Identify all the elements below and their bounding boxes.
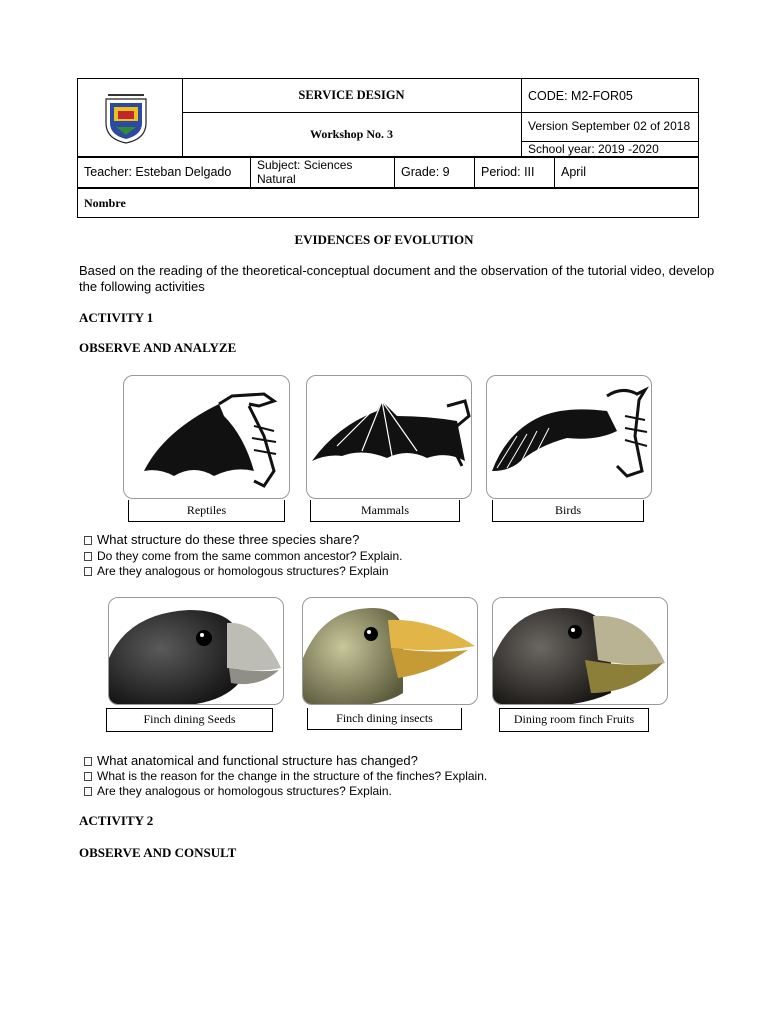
question: Are they analogous or homologous structures? Explain — [84, 564, 389, 578]
wing-caption-birds: Birds — [492, 500, 644, 522]
mammal-wing-image — [306, 375, 472, 499]
reptile-wing-image — [123, 375, 290, 499]
question: What is the reason for the change in the structure of the finches? Explain. — [84, 769, 487, 783]
bird-wing-image — [486, 375, 652, 499]
activity2-subheading: OBSERVE AND CONSULT — [79, 845, 237, 860]
divider — [521, 79, 522, 157]
finch-caption-fruits: Dining room finch Fruits — [499, 708, 649, 732]
wing-caption-reptiles: Reptiles — [128, 500, 285, 522]
checkbox-icon — [84, 787, 92, 796]
checkbox-icon — [84, 567, 92, 576]
seed-finch-image — [108, 597, 284, 705]
checkbox-icon — [84, 536, 92, 545]
activity1-subheading: OBSERVE AND ANALYZE — [79, 340, 237, 355]
activity2-heading: ACTIVITY 2 — [79, 813, 154, 828]
checkbox-icon — [84, 772, 92, 781]
teacher-label: Teacher: Esteban Delgado — [84, 165, 232, 179]
grade-label: Grade: 9 — [401, 165, 450, 179]
finch-caption-insects: Finch dining insects — [307, 708, 462, 730]
page-title: EVIDENCES OF EVOLUTION — [294, 232, 474, 247]
name-field-label: Nombre — [84, 195, 126, 210]
subject-label: Subject: Sciences Natural — [257, 158, 353, 186]
question: Do they come from the same common ancestor? Explain. — [84, 549, 402, 563]
divider — [250, 157, 251, 188]
finch-caption-seeds: Finch dining Seeds — [106, 708, 273, 732]
question: What anatomical and functional structure has changed? — [84, 753, 418, 768]
workshop-label: Workshop No. 3 — [309, 127, 394, 141]
school-logo — [100, 93, 152, 145]
checkbox-icon — [84, 757, 92, 766]
school-year-label: School year: 2019 -2020 — [528, 141, 659, 156]
divider — [474, 157, 475, 188]
code-label: CODE: M2-FOR05 — [528, 88, 633, 103]
period-label: Period: III — [481, 165, 535, 179]
header-table — [77, 78, 699, 218]
divider — [394, 157, 395, 188]
checkbox-icon — [84, 552, 92, 561]
fruit-finch-image — [492, 597, 668, 705]
month-label: April — [561, 165, 587, 179]
wing-caption-mammals: Mammals — [310, 500, 460, 522]
divider — [554, 157, 555, 188]
version-label: Version September 02 of 2018 — [528, 119, 691, 133]
service-design-label: SERVICE DESIGN — [298, 88, 405, 102]
insect-finch-image — [302, 597, 478, 705]
question: What structure do these three species share? — [84, 532, 359, 547]
intro-text: Based on the reading of the theoretical-conceptual document and the observation of the tutorial video, develop the following activities — [79, 263, 715, 294]
question: Are they analogous or homologous structures? Explain. — [84, 784, 392, 798]
activity1-heading: ACTIVITY 1 — [79, 310, 154, 325]
